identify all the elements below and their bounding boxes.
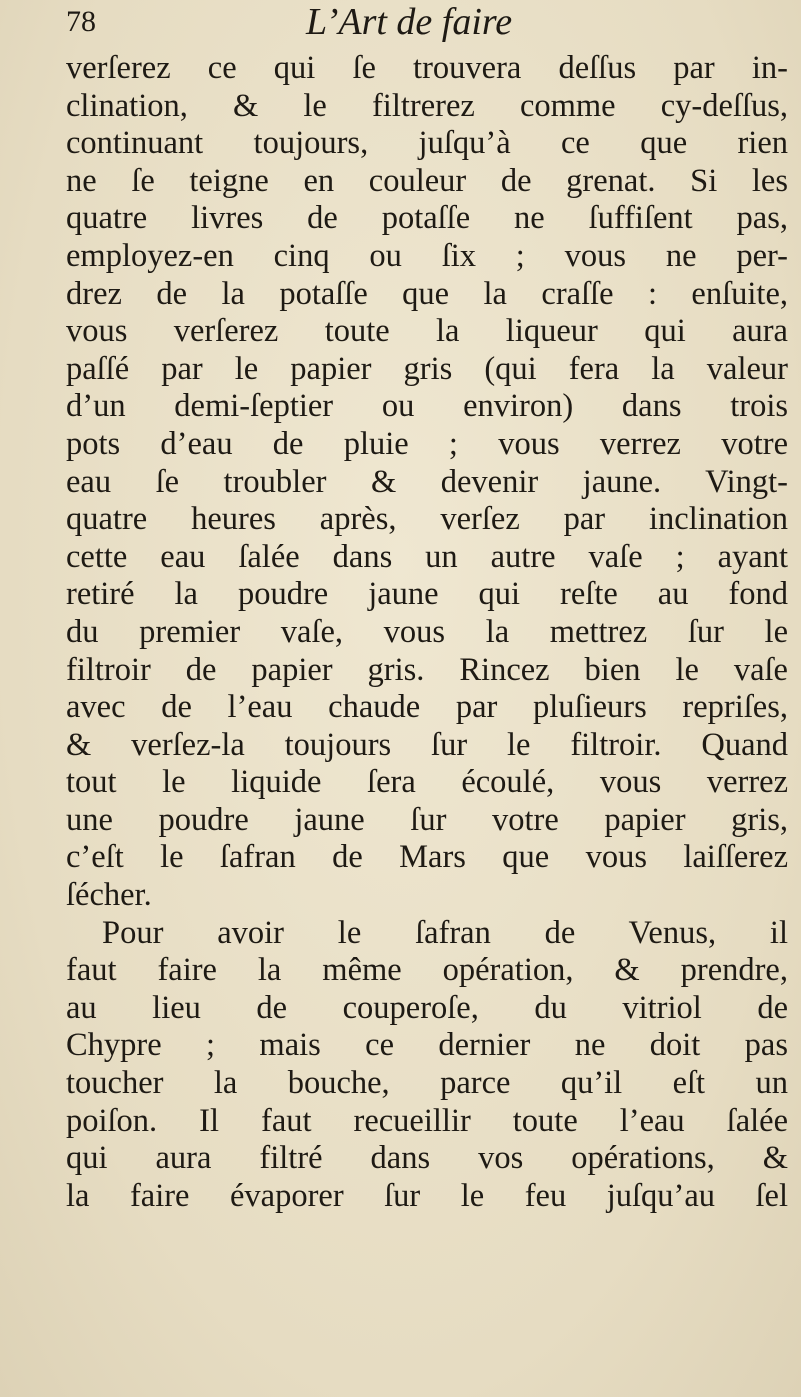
page-header [66,0,766,46]
text-line: employez-en cinq ou ſix ; vous ne per- [66,237,788,274]
text-line: filtroir de papier gris. Rincez bien le vaſe [66,651,788,688]
text-line: paſſé par le papier gris (qui fera la valeur [66,350,788,387]
text-line: du premier vaſe, vous la mettrez ſur le [66,613,788,650]
text-line: continuant toujours, juſqu’à ce que rien [66,125,788,162]
text-line: cette eau ſalée dans un autre vaſe ; ayant [66,538,788,575]
text-line: quatre livres de potaſſe ne ſuffiſent pas, [66,200,788,237]
text-line: clination, & le filtrerez comme cy-deſſus, [66,87,788,124]
text-line: drez de la potaſſe que la craſſe : enſuite, [66,275,788,312]
text-line: avec de l’eau chaude par pluſieurs repriſes, [66,689,788,726]
text-line: eau ſe troubler & devenir jaune. Vingt- [66,463,788,500]
text-line: faut faire la même opération, & prendre, [66,952,788,989]
text-line: toucher la bouche, parce qu’il eſt un [66,1065,788,1102]
text-line: c’eſt le ſafran de Mars que vous laiſſerez [66,839,788,876]
text-line: au lieu de couperoſe, du vitriol de [66,989,788,1026]
page-number: 78 [66,5,96,38]
text-line: quatre heures après, verſez par inclination [66,501,788,538]
text-line: & verſez-la toujours ſur le filtroir. Quand [66,726,788,763]
text-line: une poudre jaune ſur votre papier gris, [66,801,788,838]
text-line: verſerez ce qui ſe trouvera deſſus par in- [66,50,788,86]
text-line: d’un demi-ſeptier ou environ) dans trois [66,388,788,425]
text-line: poiſon. Il faut recueillir toute l’eau ſalée [66,1102,788,1139]
text-line: ſécher. [66,877,152,914]
text-line: pots d’eau de pluie ; vous verrez votre [66,425,788,462]
text-line: qui aura filtré dans vos opérations, & [66,1140,788,1177]
running-head: L’Art de faire [306,1,513,43]
text-line: vous verſerez toute la liqueur qui aura [66,313,788,350]
text-line: Pour avoir le ſafran de Venus, il [102,914,788,951]
text-line: ne ſe teigne en couleur de grenat. Si les [66,162,788,199]
text-line: la faire évaporer ſur le feu juſqu’au ſel [66,1177,788,1214]
text-line: Chypre ; mais ce dernier ne doit pas [66,1027,788,1064]
text-line: tout le liquide ſera écoulé, vous verrez [66,764,788,801]
body-text [66,50,788,1215]
text-line: retiré la poudre jaune qui reſte au fond [66,576,788,613]
